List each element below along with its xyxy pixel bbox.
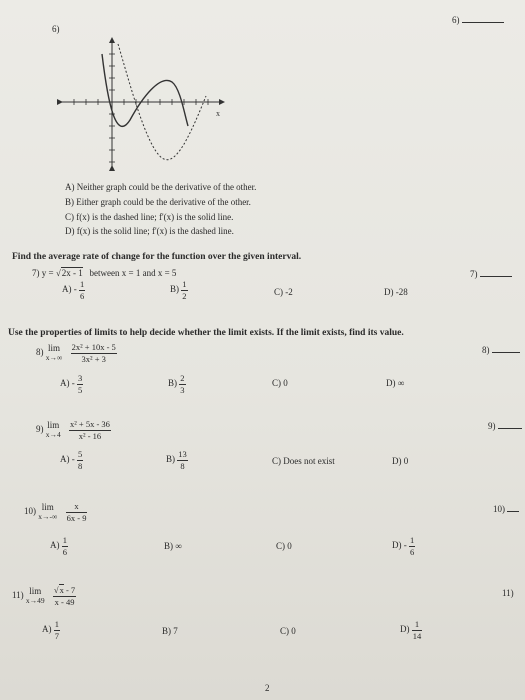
answer-6-number: 6) <box>452 15 460 25</box>
question-9-number: 9) <box>36 424 44 435</box>
q11-option-c[interactable]: C) 0 <box>280 626 296 636</box>
q8-option-b[interactable]: B) $\frac{2}{3}$ <box>168 373 185 395</box>
q11-option-d[interactable]: D) $\frac{1}{14}$ <box>400 619 422 641</box>
q9-option-b[interactable]: B) $\frac{13}{8}$ <box>166 449 187 471</box>
sqrt-symbol: √ <box>55 268 61 278</box>
question-9-expression: 9) lim x→4 $\frac{\text{x² + 5x - 36}}{\text{x² - 16}}$ <box>36 419 110 441</box>
question-6-number: 6) <box>52 24 60 34</box>
axis-ticks <box>74 54 208 162</box>
answer-9-label: 9) <box>488 420 522 431</box>
question-7-interval: between x = 1 and x = 5 <box>89 268 177 278</box>
q9-option-c[interactable]: C) Does not exist <box>272 456 335 466</box>
q10-option-b[interactable]: B) ∞ <box>164 541 182 551</box>
q9-option-d[interactable]: D) 0 <box>392 456 409 466</box>
derivative-graph <box>50 34 230 174</box>
question-10-expression: 10) lim x→-∞ $\frac{x}{6x - 9}$ <box>24 501 87 523</box>
q10-option-a[interactable]: A) $\frac{1}{6}$ <box>50 535 67 557</box>
q11-option-b[interactable]: B) 7 <box>162 626 178 636</box>
answer-6-blank[interactable] <box>462 14 504 23</box>
answer-8-label: 8) <box>482 344 520 355</box>
q6-option-a[interactable]: A) Neither graph could be the derivative of the other. <box>65 182 257 192</box>
q8-option-d[interactable]: D) ∞ <box>386 378 405 388</box>
answer-11-label: 11) <box>502 588 514 598</box>
q6-option-d[interactable]: D) f(x) is the solid line; f'(x) is the dashed line. <box>65 226 234 236</box>
question-10-number: 10) <box>24 506 36 517</box>
question-7-prefix: y = <box>41 268 56 278</box>
q9-option-a[interactable]: A) - $\frac{5}{8}$ <box>60 449 83 471</box>
section-instruction-limits: Use the properties of limits to help decide whether the limit exists. If the limit exists, find its value. <box>8 328 404 338</box>
q7-option-c[interactable]: C) -2 <box>274 287 293 297</box>
q8-option-c[interactable]: C) 0 <box>272 378 288 388</box>
question-11-number: 11) <box>12 590 24 601</box>
q11-option-a[interactable]: A) $\frac{1}{7}$ <box>42 619 59 641</box>
page-number: 2 <box>265 683 270 693</box>
answer-7-label: 7) <box>470 268 512 279</box>
q8-option-a[interactable]: A) - $\frac{3}{5}$ <box>60 373 83 395</box>
q6-option-b[interactable]: B) Either graph could be the derivative of the other. <box>65 197 251 207</box>
question-7-prompt <box>32 268 176 278</box>
answer-10-blank[interactable] <box>507 503 519 512</box>
q10-option-d[interactable]: D) - $\frac{1}{6}$ <box>392 535 415 557</box>
answer-7-blank[interactable] <box>480 268 512 277</box>
question-7-radicand: 2x - 1 <box>61 268 83 278</box>
q7-option-b[interactable]: B) $\frac{1}{2}$ <box>170 279 187 301</box>
answer-8-blank[interactable] <box>492 344 520 353</box>
q10-option-c[interactable]: C) 0 <box>276 541 292 551</box>
question-11-expression: 11) lim x→49 $\frac{√x - 7}{x - 49}$ <box>12 585 76 607</box>
question-8-number: 8) <box>36 347 44 358</box>
x-axis-label: x <box>216 109 220 118</box>
q7-option-d[interactable]: D) -28 <box>384 287 408 297</box>
section-instruction-average-rate: Find the average rate of change for the function over the given interval. <box>12 252 302 262</box>
q7-option-a[interactable]: A) - $\frac{1}{6}$ <box>62 279 85 301</box>
question-7-number: 7) <box>32 268 40 278</box>
question-8-expression: 8) lim x→∞ $\frac{\text{2x² + 10x - 5}}{\text{3x² + 3}}$ <box>36 342 116 364</box>
answer-10-label: 10) <box>493 503 519 514</box>
answer-9-blank[interactable] <box>498 420 522 429</box>
q6-option-c[interactable]: C) f(x) is the dashed line; f'(x) is the solid line. <box>65 212 234 222</box>
answer-6-label <box>452 14 504 25</box>
